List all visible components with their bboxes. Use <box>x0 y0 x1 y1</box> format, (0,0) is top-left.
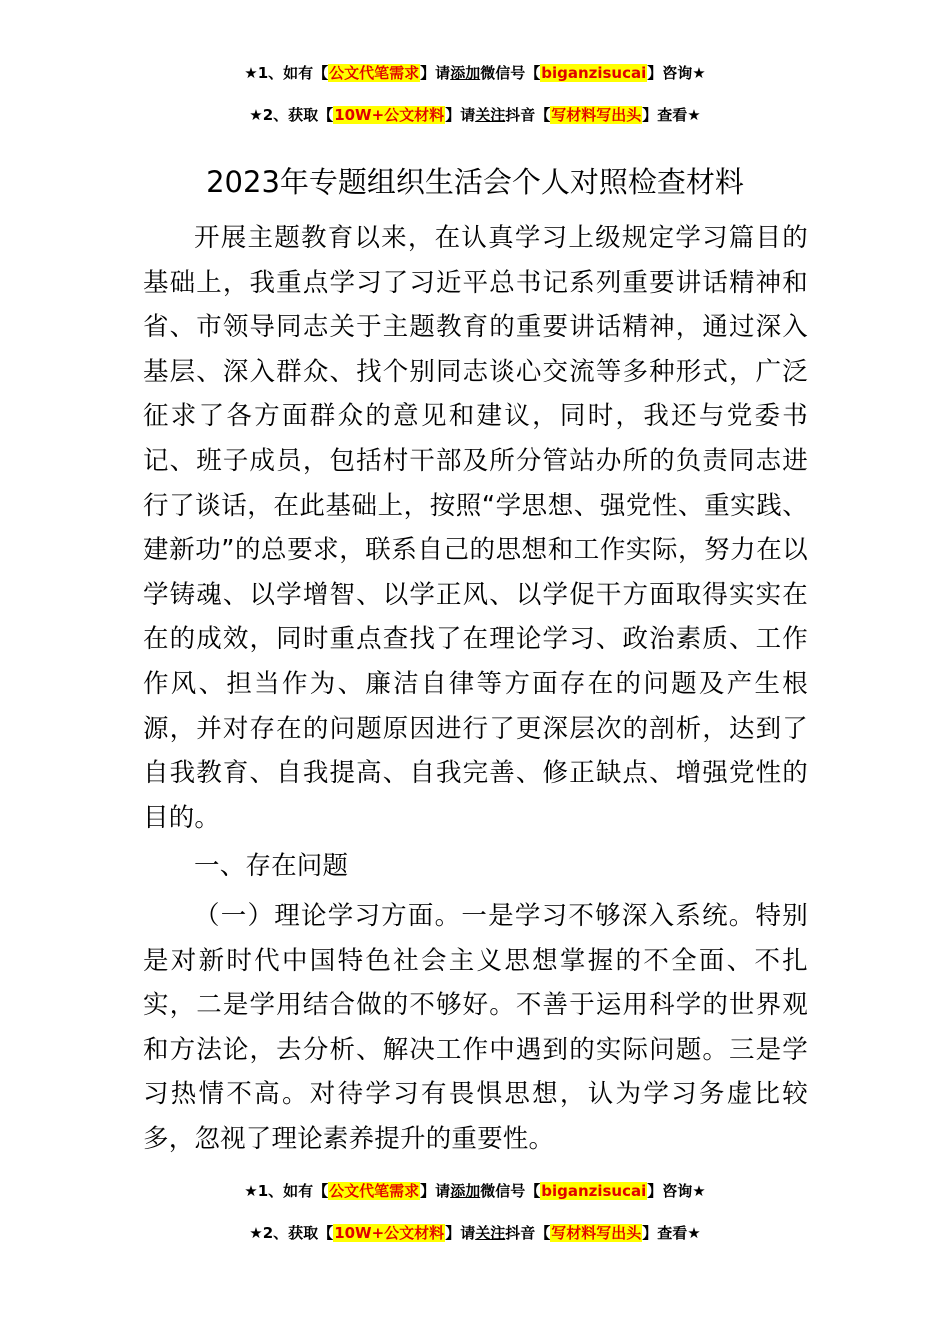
footer-ad-line-1-prefix: ★1、如有【 <box>244 1182 329 1200</box>
theory-study-paragraph: （一）理论学习方面。一是学习不够深入系统。特别是对新时代中国特色社会主义思想掌握的不全面、不扎实，二是学用结合做的不够好。不善于运用科学的世界观和方法论，去分析、解决工作中遇到的实际问题。三是学习热情不高。对待学习有畏惧思想，认为学习务虚比较多，忽视了理论素养提升的重要性。 <box>143 900 808 1154</box>
ad-line-1-prefix: ★1、如有【 <box>244 64 329 82</box>
document-body <box>143 216 808 1161</box>
footer-ad-block <box>0 1180 950 1264</box>
ad-line-1-suffix: 】咨询★ <box>647 64 706 82</box>
footer-ad-line-1-suffix: 】咨询★ <box>647 1182 706 1200</box>
footer-ad-line-1-highlight-service: 公文代笔需求 <box>329 1182 420 1200</box>
ad-line-1-highlight-wechat: biganzisucai <box>541 64 647 82</box>
section-heading: 一、存在问题 <box>194 851 349 882</box>
ad-line-1-underlined: 添加 <box>450 64 481 82</box>
footer-ad-line-2 <box>0 1222 950 1244</box>
footer-ad-line-2-highlight-douyin: 写材料写出头 <box>551 1224 642 1242</box>
footer-ad-line-1 <box>0 1180 950 1202</box>
ad-line-2-suffix: 】查看★ <box>642 106 701 124</box>
ad-line-1 <box>0 62 950 84</box>
footer-ad-line-2-highlight-materials: 10W+公文材料 <box>334 1224 445 1242</box>
footer-ad-line-1-highlight-wechat: biganzisucai <box>541 1182 647 1200</box>
footer-ad-line-2-mid2: 抖音【 <box>505 1224 551 1242</box>
header-ad-block <box>0 62 950 146</box>
footer-ad-line-2-suffix: 】查看★ <box>642 1224 701 1242</box>
footer-ad-line-1-underlined: 添加 <box>450 1182 481 1200</box>
footer-ad-line-1-mid2: 微信号【 <box>480 1182 541 1200</box>
footer-ad-line-1-mid: 】请 <box>420 1182 451 1200</box>
ad-line-2-highlight-douyin: 写材料写出头 <box>551 106 642 124</box>
ad-line-2-highlight-materials: 10W+公文材料 <box>334 106 445 124</box>
intro-paragraph: 开展主题教育以来，在认真学习上级规定学习篇目的基础上，我重点学习了习近平总书记系列重要讲话精神和省、市领导同志关于主题教育的重要讲话精神，通过深入基层、深入群众、找个别同志谈心交流等多种形式，广泛征求了各方面群众的意见和建议，同时，我还与党委书记、班子成员，包括村干部及所分管站办所的负责同志进行了谈话，在此基础上，按照“学思想、强党性、重实践、建新功”的总要求，联系自己的思想和工作实际，努力在以学铸魂、以学增智、以学正风、以学促干方面取得实实在在的成效，同时重点查找了在理论学习、政治素质、工作作风、担当作为、廉洁自律等方面存在的问题及产生根源，并对存在的问题原因进行了更深层次的剖析，达到了自我教育、自我提高、自我完善、修正缺点、增强党性的目的。 <box>143 223 808 833</box>
ad-line-2-prefix: ★2、获取【 <box>249 106 334 124</box>
ad-line-1-mid: 】请 <box>420 64 451 82</box>
ad-line-1-highlight-service: 公文代笔需求 <box>329 64 420 82</box>
footer-ad-line-2-mid: 】请 <box>445 1224 476 1242</box>
ad-line-2-underlined: 关注 <box>475 106 506 124</box>
ad-line-2-mid2: 抖音【 <box>505 106 551 124</box>
ad-line-2-mid: 】请 <box>445 106 476 124</box>
ad-line-1-mid2: 微信号【 <box>480 64 541 82</box>
document-title: 2023年专题组织生活会个人对照检查材料 <box>206 165 744 199</box>
footer-ad-line-2-underlined: 关注 <box>475 1224 506 1242</box>
ad-line-2 <box>0 104 950 126</box>
footer-ad-line-2-prefix: ★2、获取【 <box>249 1224 334 1242</box>
